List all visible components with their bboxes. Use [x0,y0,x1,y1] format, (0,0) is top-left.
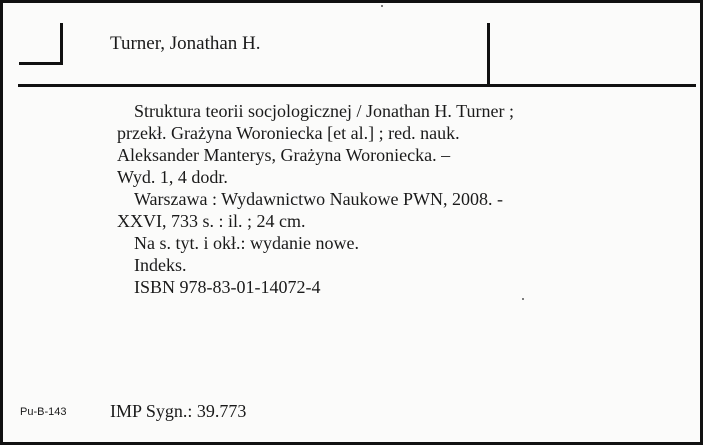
description-line: XXVI, 733 s. : il. ; 24 cm. [117,211,306,231]
description-line: Struktura teorii socjologicznej / Jonathan H. Turner ; [134,101,514,121]
corner-bracket-mark [19,23,63,63]
description-line: Warszawa : Wydawnictwo Naukowe PWN, 2008. - [134,189,504,209]
scan-speck [522,298,524,300]
library-code: Pu-B-143 [20,406,67,418]
header-vertical-divider [487,23,490,85]
author-heading: Turner, Jonathan H. [110,33,261,54]
call-number: IMP Sygn.: 39.773 [110,401,247,421]
description-line: przekł. Grażyna Woroniecka [et al.] ; red. nauk. [117,123,460,143]
description-line: ISBN 978-83-01-14072-4 [134,277,321,297]
description-line: Aleksander Manterys, Grażyna Woroniecka. – [117,145,451,165]
description-line: Indeks. [134,255,187,275]
bibliographic-description [117,100,692,298]
header-rule [18,84,696,87]
scan-speck [381,5,383,7]
corner-bracket-horizontal [19,62,63,65]
corner-bracket-vertical [60,23,63,65]
description-line: Na s. tyt. i okł.: wydanie nowe. [134,233,359,253]
description-line: Wyd. 1, 4 dodr. [117,167,228,187]
